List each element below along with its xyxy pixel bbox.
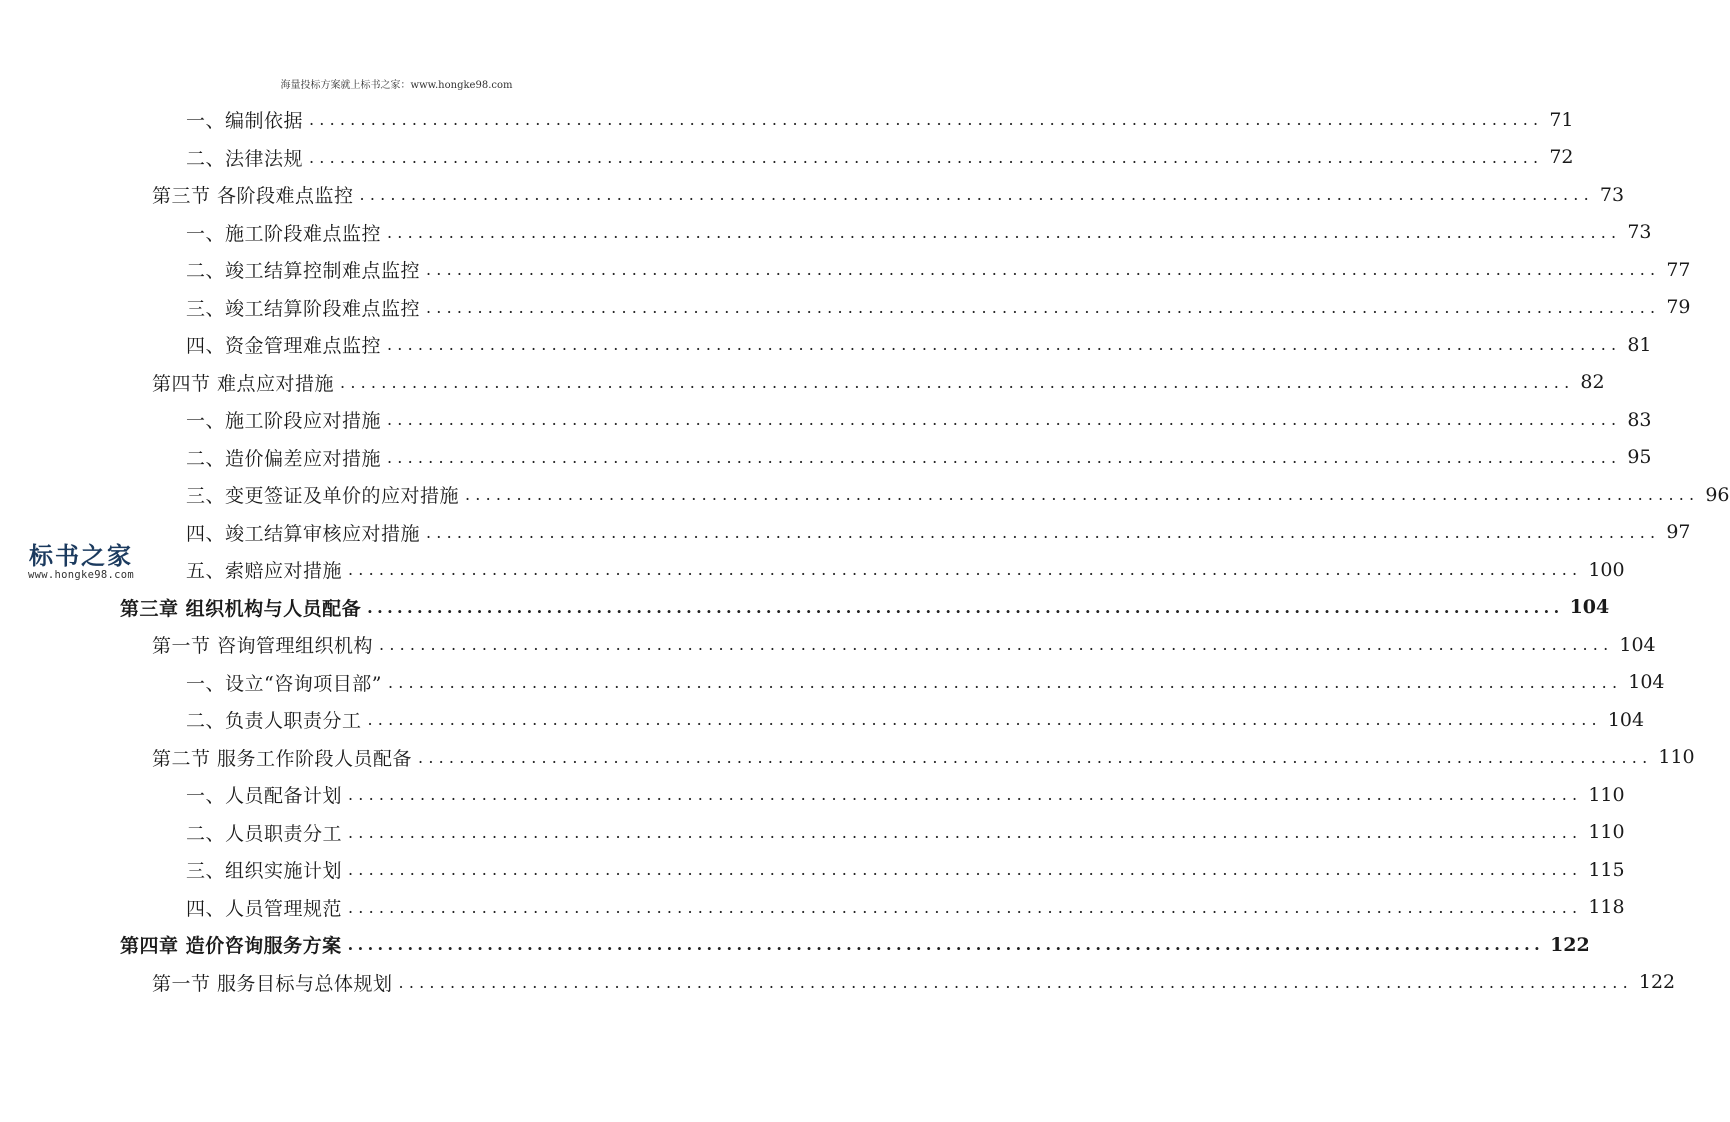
toc-entry-title: 第二节 服务工作阶段人员配备: [152, 747, 413, 770]
toc-leader-dots: ........................................................................................................................: [309, 147, 1544, 167]
toc-entry-page-number: 97: [1666, 521, 1691, 543]
toc-leader-dots: ........................................................................................................................: [379, 635, 1614, 654]
toc-entry-page-number: 77: [1666, 258, 1691, 281]
toc-subsection-entry[interactable]: [186, 476, 1730, 513]
toc-leader-dots: ........................................................................................................................: [348, 897, 1583, 917]
toc-chapter-entry[interactable]: [120, 926, 1590, 963]
toc-entry-page-number: 81: [1627, 333, 1652, 356]
toc-leader-dots: ........................................................................................................................: [387, 447, 1622, 467]
toc-leader-dots: ........................................................................................................................: [367, 597, 1564, 617]
toc-leader-dots: ........................................................................................................................: [348, 560, 1583, 579]
toc-leader-dots: ........................................................................................................................: [340, 372, 1575, 392]
toc-subsection-entry[interactable]: [186, 214, 1652, 251]
toc-subsection-entry[interactable]: [186, 814, 1625, 851]
toc-leader-dots: ........................................................................................................................: [347, 935, 1545, 954]
toc-leader-dots: ........................................................................................................................: [367, 710, 1602, 729]
watermark-logo: 标书之家: [29, 542, 133, 570]
toc-section-entry[interactable]: [152, 176, 1625, 213]
toc-entry-title: 一、编制依据: [186, 110, 304, 132]
toc-entry-title: 第三章 组织机构与人员配备: [120, 597, 362, 620]
toc-entry-title: 第四节 难点应对措施: [152, 372, 335, 395]
toc-subsection-entry[interactable]: [186, 401, 1652, 438]
toc-section-entry[interactable]: [152, 626, 1656, 663]
toc-subsection-entry[interactable]: [186, 551, 1625, 588]
toc-leader-dots: ........................................................................................................................: [426, 297, 1661, 317]
toc-subsection-entry[interactable]: [186, 139, 1574, 176]
toc-subsection-entry[interactable]: [186, 326, 1652, 363]
toc-entry-page-number: 110: [1588, 821, 1625, 843]
toc-subsection-entry[interactable]: [186, 776, 1625, 813]
toc-section-entry[interactable]: [152, 739, 1695, 776]
toc-entry-title: 三、变更签证及单价的应对措施: [186, 485, 460, 507]
toc-entry-page-number: 115: [1588, 858, 1625, 881]
toc-leader-dots: ........................................................................................................................: [359, 185, 1594, 204]
toc-entry-title: 三、组织实施计划: [186, 860, 343, 882]
toc-leader-dots: ........................................................................................................................: [418, 747, 1653, 767]
toc-leader-dots: ........................................................................................................................: [387, 672, 1623, 692]
toc-entry-page-number: 73: [1627, 221, 1652, 243]
toc-entry-title: 二、法律法规: [186, 147, 304, 170]
toc-leader-dots: ........................................................................................................................: [387, 410, 1622, 429]
toc-leader-dots: ........................................................................................................................: [348, 822, 1583, 842]
toc-entry-page-number: 100: [1588, 558, 1625, 581]
toc-entry-page-number: 82: [1580, 371, 1605, 393]
toc-entry-title: 四、竣工结算审核应对措施: [186, 522, 421, 545]
toc-subsection-entry[interactable]: [186, 439, 1652, 476]
toc-subsection-entry[interactable]: [186, 251, 1691, 288]
toc-entry-title: 四、人员管理规范: [186, 897, 343, 920]
toc-subsection-entry[interactable]: [186, 664, 1665, 701]
toc-entry-title: 一、设立“咨询项目部”: [186, 672, 382, 695]
toc-subsection-entry[interactable]: [186, 701, 1645, 738]
toc-entry-title: 第一节 咨询管理组织机构: [152, 635, 374, 657]
toc-entry-title: 三、竣工结算阶段难点监控: [186, 297, 421, 320]
toc-leader-dots: ........................................................................................................................: [465, 485, 1700, 504]
toc-entry-title: 第四章 造价咨询服务方案: [120, 935, 342, 957]
toc-entry-page-number: 110: [1658, 746, 1695, 768]
toc-leader-dots: ........................................................................................................................: [348, 785, 1583, 804]
toc-subsection-entry[interactable]: [186, 101, 1574, 138]
toc-subsection-entry[interactable]: [186, 889, 1625, 926]
toc-leader-dots: ........................................................................................................................: [309, 110, 1544, 129]
toc-entry-title: 一、施工阶段难点监控: [186, 222, 382, 245]
toc-entry-title: 二、造价偏差应对措施: [186, 447, 382, 470]
toc-entry-title: 二、负责人职责分工: [186, 710, 362, 732]
toc-entry-page-number: 122: [1638, 971, 1676, 993]
toc-entry-title: 四、资金管理难点监控: [186, 335, 382, 357]
page-header: 海量投标方案就上标书之家：www.hongke98.com: [280, 80, 513, 91]
toc-entry-page-number: 104: [1619, 633, 1656, 656]
toc-entry-page-number: 104: [1628, 671, 1665, 693]
toc-entry-title: 一、施工阶段应对措施: [186, 410, 382, 432]
toc-entry-title: 第一节 服务目标与总体规划: [152, 972, 393, 995]
toc-subsection-entry[interactable]: [186, 851, 1625, 888]
toc-leader-dots: ........................................................................................................................: [426, 522, 1661, 542]
toc-entry-page-number: 72: [1549, 146, 1574, 168]
toc-section-entry[interactable]: [152, 964, 1676, 1001]
toc-subsection-entry[interactable]: [186, 514, 1691, 551]
watermark: [6, 536, 156, 581]
toc-entry-page-number: 79: [1666, 296, 1691, 318]
toc-entry-page-number: 104: [1607, 708, 1645, 731]
toc-entry-page-number: 104: [1569, 596, 1610, 618]
toc-entry-page-number: 96: [1705, 483, 1730, 506]
toc-entry-title: 五、索赔应对措施: [186, 560, 343, 582]
toc-entry-page-number: 122: [1550, 933, 1590, 956]
toc-section-entry[interactable]: [152, 364, 1605, 401]
toc-entry-title: 二、人员职责分工: [186, 822, 343, 845]
toc-leader-dots: ........................................................................................................................: [387, 222, 1622, 242]
toc-entry-title: 二、竣工结算控制难点监控: [186, 260, 421, 282]
toc-entry-page-number: 83: [1627, 408, 1652, 431]
toc-entry-title: 第三节 各阶段难点监控: [152, 185, 354, 207]
toc-entry-page-number: 95: [1627, 446, 1652, 468]
toc-entry-page-number: 118: [1588, 896, 1625, 918]
toc-leader-dots: ........................................................................................................................: [426, 260, 1661, 279]
toc-entry-page-number: 73: [1599, 183, 1625, 206]
toc-leader-dots: ........................................................................................................................: [398, 972, 1633, 992]
toc-entry-page-number: 110: [1588, 783, 1625, 806]
watermark-url: www.hongke98.com: [28, 569, 134, 581]
toc-leader-dots: ........................................................................................................................: [387, 335, 1622, 354]
toc-leader-dots: ........................................................................................................................: [348, 860, 1583, 879]
toc-chapter-entry[interactable]: [120, 589, 1610, 626]
toc-entry-page-number: 71: [1549, 108, 1574, 131]
toc-entry-title: 一、人员配备计划: [186, 785, 343, 807]
toc-subsection-entry[interactable]: [186, 289, 1691, 326]
